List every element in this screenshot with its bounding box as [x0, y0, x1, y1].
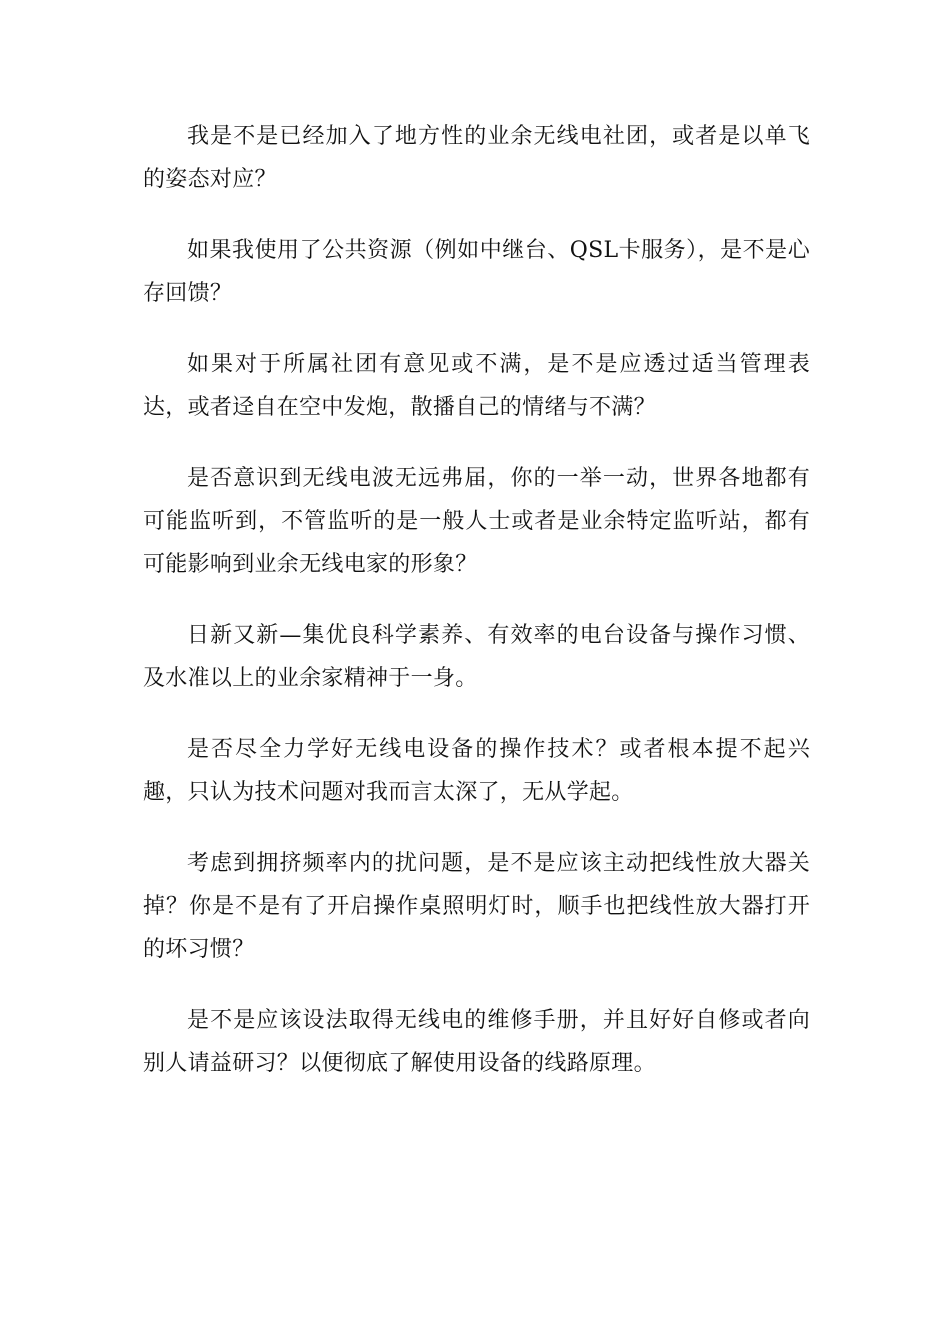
paragraph-2: 如果我使用了公共资源（例如中继台、QSL卡服务），是不是心存回馈？	[143, 238, 810, 306]
document-body	[143, 115, 810, 1113]
paragraph-5: 日新又新—集优良科学素养、有效率的电台设备与操作习惯、及水准以上的业余家精神于一身。	[143, 623, 810, 691]
paragraph-8: 是不是应该设法取得无线电的维修手册，并且好好自修或者向别人请益研习？以便彻底了解使用设备的线路原理。	[143, 1008, 810, 1076]
paragraph-1: 我是不是已经加入了地方性的业余无线电社团，或者是以单飞的姿态对应？	[143, 124, 810, 192]
paragraph-3: 如果对于所属社团有意见或不满，是不是应透过适当管理表达，或者迳自在空中发炮，散播自己的情绪与不满？	[143, 352, 810, 420]
paragraph-7: 考虑到拥挤频率内的扰问题，是不是应该主动把线性放大器关掉？你是不是有了开启操作桌照明灯时，顺手也把线性放大器打开的坏习惯？	[143, 851, 810, 962]
paragraph-6: 是否尽全力学好无线电设备的操作技术？或者根本提不起兴趣，只认为技术问题对我而言太深了，无从学起。	[143, 737, 810, 805]
paragraph-4: 是否意识到无线电波无远弗届，你的一举一动，世界各地都有可能监听到，不管监听的是一般人士或者是业余特定监听站，都有可能影响到业余无线电家的形象？	[143, 466, 810, 577]
